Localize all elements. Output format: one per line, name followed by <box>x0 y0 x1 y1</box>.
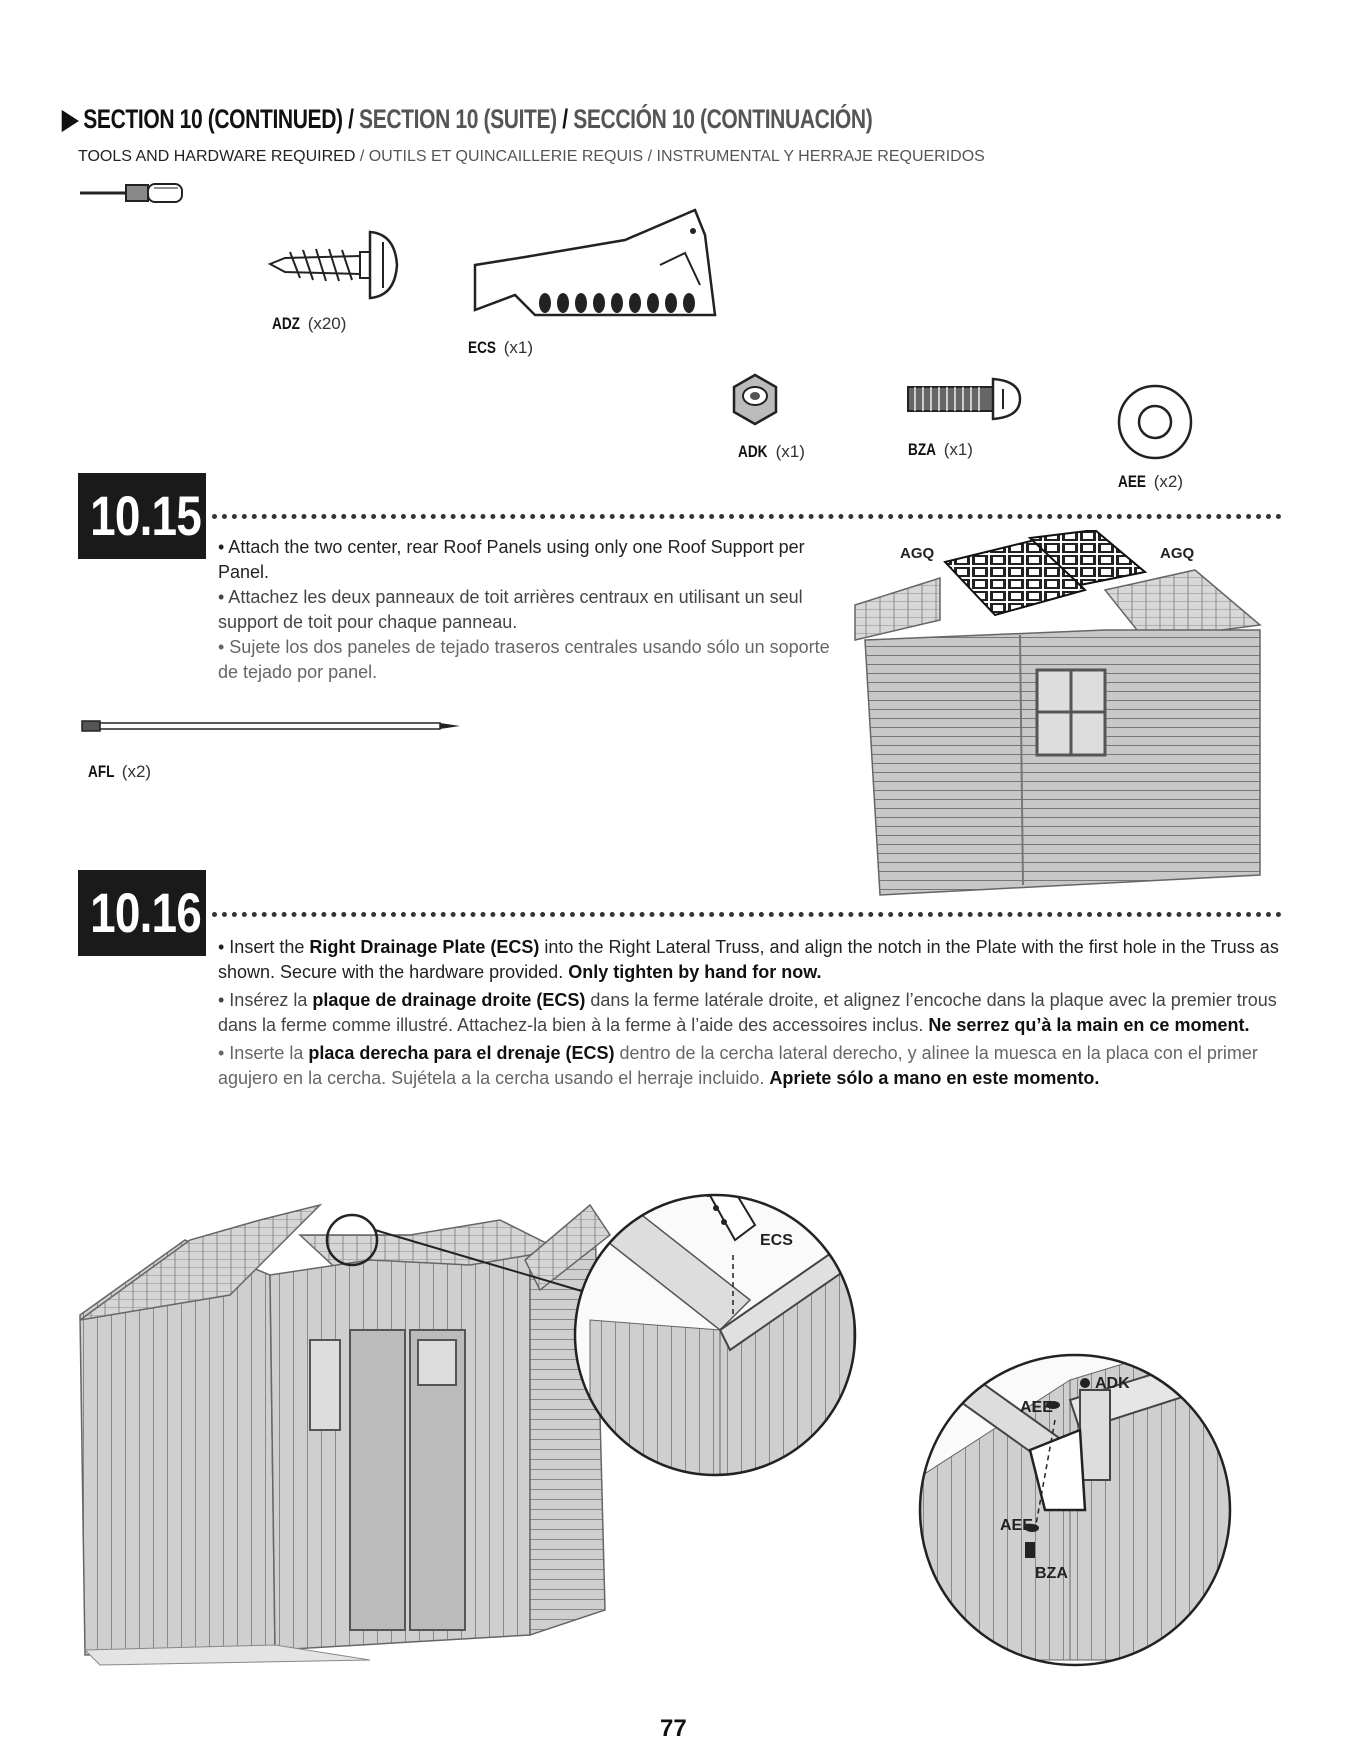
step-1015-text-en: • Attach the two center, rear Roof Panels using only one Roof Support per Panel. <box>218 537 805 582</box>
part-label-aee: AEE (x2) <box>1118 472 1183 491</box>
section-arrow-icon: ▶ <box>62 104 78 134</box>
panel-label-agq-right: AGQ <box>1160 545 1195 562</box>
part-label-afl: AFL (x2) <box>88 762 152 781</box>
section-title <box>62 104 872 135</box>
tools-heading-fr: OUTILS ET QUINCAILLERIE REQUIS <box>368 148 644 165</box>
panel-label-agq-left: AGQ <box>900 545 935 562</box>
text-run: • Insert the <box>218 937 310 957</box>
tools-separator: / <box>643 148 657 165</box>
tools-heading <box>78 148 985 166</box>
text-run: • Insérez la <box>218 990 313 1010</box>
step-1016-text-fr <box>218 988 1283 1038</box>
section-title-es: SECCIÓN 10 (CONTINUACIÓN) <box>573 104 873 134</box>
text-run: into the Right Lateral Truss, and align the notch in the Plate with the first hole in the Truss as shown. Secure with the hardware provided. <box>218 937 1279 982</box>
step-number-1016: 10.16 <box>78 870 206 956</box>
text-bold-run: Apriete sólo a mano en este momento. <box>769 1068 1100 1088</box>
tools-heading-en: TOOLS AND HARDWARE REQUIRED <box>78 148 356 165</box>
step-1015-instructions <box>218 535 843 685</box>
tools-heading-es: INSTRUMENTAL Y HERRAJE REQUERIDOS <box>656 148 985 165</box>
callout-ecs: ECS <box>760 1232 793 1249</box>
title-separator: / <box>342 104 360 134</box>
screwdriver-icon <box>78 180 188 206</box>
text-bold-run: Ne serrez qu’à la main en ce moment. <box>928 1015 1250 1035</box>
bolt-bza-icon <box>905 375 1025 425</box>
callout-aee-bottom: AEE <box>1000 1517 1033 1534</box>
text-bold-run: Right Drainage Plate (ECS) <box>309 937 540 957</box>
part-label-ecs: ECS (x1) <box>468 338 533 357</box>
step-1015-text-es: • Sujete los dos paneles de tejado traseros centrales usando sólo un soporte de tejado por panel. <box>218 637 830 682</box>
roof-support-afl-icon <box>80 715 465 737</box>
part-label-bza: BZA (x1) <box>908 440 973 459</box>
screw-adz-icon <box>265 222 405 312</box>
drainage-plate-ecs-icon <box>465 205 725 325</box>
step-1015-text-fr: • Attachez les deux panneaux de toit arrières centraux en utilisant un seul support de toit pour chaque panneau. <box>218 587 803 632</box>
step-1016-text-en <box>218 935 1283 985</box>
step-1016-text-es <box>218 1041 1283 1091</box>
page-number: 77 <box>660 1715 687 1742</box>
section-title-en: SECTION 10 (CONTINUED) <box>83 104 343 134</box>
callout-aee-top: AEE <box>1020 1399 1053 1416</box>
text-bold-run: plaque de drainage droite (ECS) <box>312 990 586 1010</box>
callout-bza: BZA <box>1035 1565 1068 1582</box>
callout-adk: ADK <box>1095 1375 1130 1392</box>
title-separator: / <box>556 104 574 134</box>
step-1016-instructions <box>218 935 1283 1091</box>
drainage-plate-install-illustration <box>70 1180 1300 1670</box>
part-label-adk: ADK (x1) <box>738 442 805 461</box>
nut-adk-icon <box>730 372 780 427</box>
shed-roof-panels-illustration <box>845 530 1270 905</box>
text-bold-run: Only tighten by hand for now. <box>568 962 822 982</box>
washer-aee-icon <box>1115 382 1195 462</box>
text-run: dans la ferme latérale droite, et alignez l’encoche dans la plaque avec la premier trous dans la ferme comme illustré. Attachez-la bien à la ferme à l’aide des accessoires inclus. <box>218 990 1277 1035</box>
section-title-fr: SECTION 10 (SUITE) <box>359 104 557 134</box>
tools-separator: / <box>355 148 369 165</box>
step-divider <box>212 514 1282 519</box>
part-label-adz: ADZ (x20) <box>272 314 347 333</box>
step-divider <box>212 912 1282 917</box>
text-run: • Inserte la <box>218 1043 309 1063</box>
text-bold-run: placa derecha para el drenaje (ECS) <box>308 1043 615 1063</box>
text-run: dentro de la cercha lateral derecho, y alinee la muesca en la placa con el primer agujero en la cercha. Sujétela a la cercha usando el herraje incluido. <box>218 1043 1258 1088</box>
step-number-1015: 10.15 <box>78 473 206 559</box>
